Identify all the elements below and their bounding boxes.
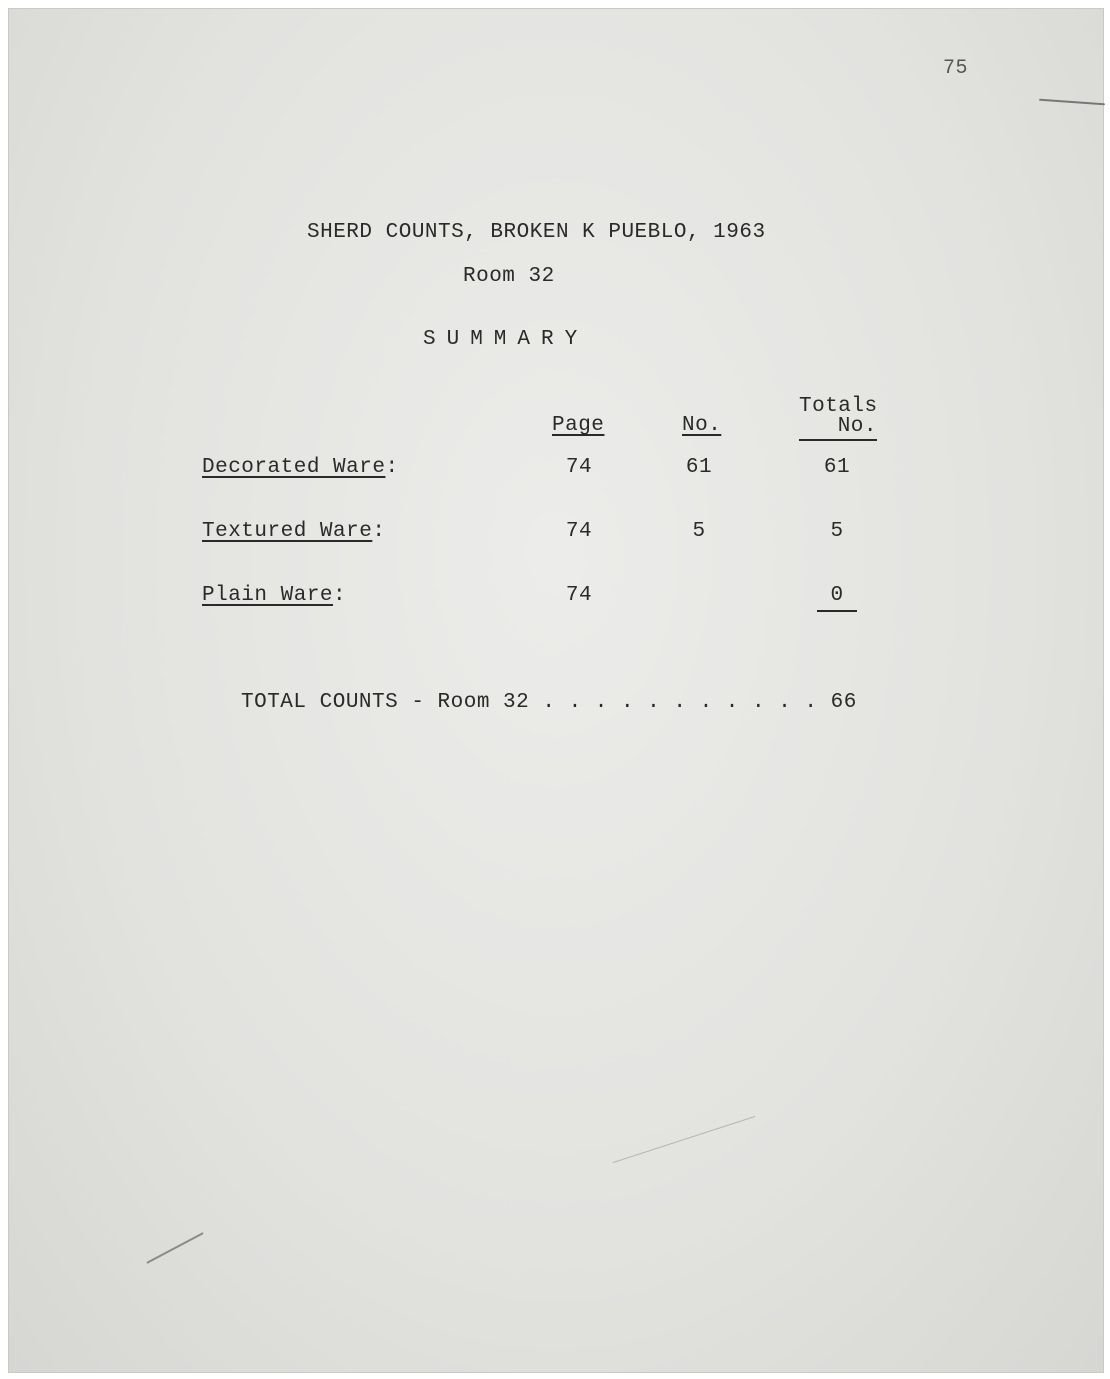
scratch-mark bbox=[1039, 99, 1105, 106]
document-title: SHERD COUNTS, BROKEN K PUEBLO, 1963 bbox=[307, 221, 766, 244]
cell-total: 61 bbox=[823, 456, 851, 479]
cell-page: 74 bbox=[565, 456, 593, 479]
document-subtitle: Room 32 bbox=[463, 265, 555, 288]
cell-total: 0 bbox=[817, 585, 857, 612]
cell-page: 74 bbox=[565, 520, 593, 543]
column-header-totals-no: No. bbox=[799, 416, 877, 441]
cell-no: 5 bbox=[692, 520, 706, 543]
column-header-no: No. bbox=[682, 414, 722, 437]
column-header-page: Page bbox=[552, 414, 605, 437]
dot-leader: . . . . . . . . . . . bbox=[542, 691, 818, 714]
document-sheet bbox=[8, 8, 1104, 1373]
cell-page: 74 bbox=[565, 584, 593, 607]
total-counts-value: 66 bbox=[830, 691, 857, 714]
row-label: Plain Ware: bbox=[202, 584, 347, 607]
column-header-totals: Totals bbox=[799, 395, 878, 418]
cell-no: 61 bbox=[685, 456, 713, 479]
row-label: Decorated Ware: bbox=[202, 456, 399, 479]
section-heading: SUMMARY bbox=[423, 328, 589, 351]
page-number: 75 bbox=[943, 57, 969, 80]
scratch-mark bbox=[613, 1116, 756, 1163]
row-label: Textured Ware: bbox=[202, 520, 386, 543]
scratch-mark bbox=[146, 1232, 203, 1264]
total-counts-line bbox=[241, 692, 857, 713]
cell-total: 5 bbox=[830, 520, 844, 543]
total-counts-label: TOTAL COUNTS - Room 32 bbox=[241, 691, 530, 714]
